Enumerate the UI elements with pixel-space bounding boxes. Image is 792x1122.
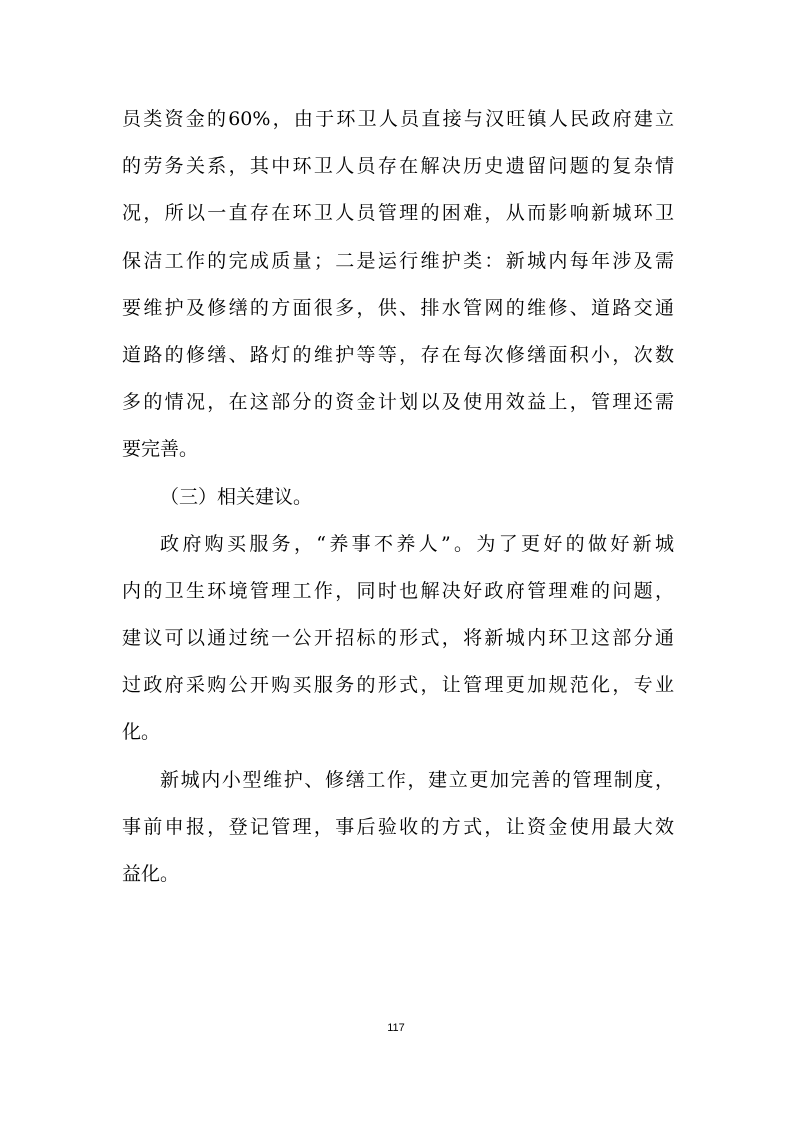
text-line: 政府购买服务，“养事不养人”。为了更好的做好新城	[160, 532, 674, 555]
text-line: 保洁工作的完成质量；二是运行维护类：新城内每年涉及需	[122, 249, 674, 272]
text-line: 要维护及修缮的方面很多，供、排水管网的维修、道路交通	[122, 296, 674, 319]
text-line: 要完善。	[122, 438, 199, 461]
text-line: （三）相关建议。	[160, 485, 313, 508]
text-line: 事前申报，登记管理，事后验收的方式，让资金使用最大效	[122, 815, 674, 838]
paragraph-2	[122, 521, 674, 757]
text-line: 道路的修缮、路灯的维护等等，存在每次修缮面积小，次数	[122, 343, 674, 366]
text-line: 新城内小型维护、修缮工作，建立更加完善的管理制度，	[160, 768, 674, 791]
paragraph-1	[122, 96, 674, 474]
text-line: 的劳务关系，其中环卫人员存在解决历史遗留问题的复杂情	[122, 155, 674, 178]
page-number: 117	[387, 1022, 405, 1034]
section-heading	[122, 474, 674, 521]
paragraph-3	[122, 757, 674, 899]
body-text	[122, 96, 674, 898]
text-line: 化。	[122, 721, 161, 744]
text-line: 多的情况，在这部分的资金计划以及使用效益上，管理还需	[122, 391, 674, 414]
text-line: 员类资金的60%，由于环卫人员直接与汉旺镇人民政府建立	[122, 108, 674, 130]
text-line: 况，所以一直存在环卫人员管理的困难，从而影响新城环卫	[122, 202, 674, 225]
text-line: 内的卫生环境管理工作，同时也解决好政府管理难的问题，	[122, 579, 674, 602]
text-line: 建议可以通过统一公开招标的形式，将新城内环卫这部分通	[122, 627, 674, 650]
text-line: 过政府采购公开购买服务的形式，让管理更加规范化，专业	[122, 674, 674, 697]
text-line: 益化。	[122, 863, 180, 885]
